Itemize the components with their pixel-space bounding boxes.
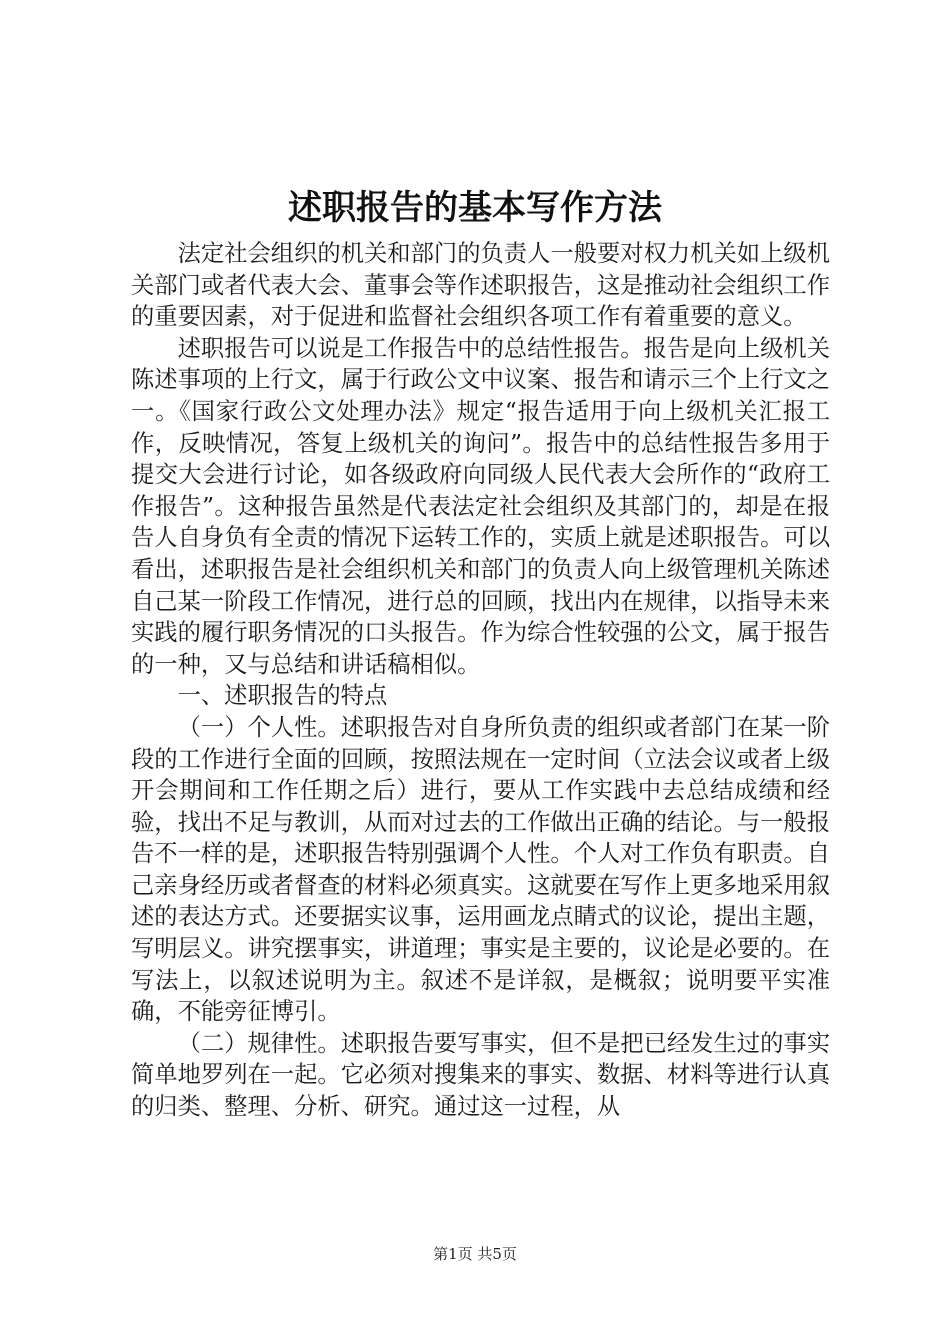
page-number: 第1页 共5页 <box>433 1245 517 1263</box>
section-heading-features: 一、述职报告的特点 <box>177 682 388 710</box>
paragraph-definition: 述职报告可以说是工作报告中的总结性报告。报告是向上级机关陈述事项的上行文，属于行政公文中议案、报告和请示三个上行文之一。《国家行政公文处理办法》规定“报告适用于向上级机关汇报工作，反映情况，答复上级机关的询问”。报告中的总结性报告多用于提交大会进行讨论，如各级政府向同级人民代表大会所作的“政府工作报告”。这种报告虽然是代表法定社会组织及其部门的，却是在报告人自身负有全责的情况下运转工作的，实质上就是述职报告。可以看出，述职报告是社会组织机关和部门的负责人向上级管理机关陈述自己某一阶段工作情况，进行总的回顾，找出内在规律，以指导未来实践的履行职务情况的口头报告。作为综合性较强的公文，属于报告的一种，又与总结和讲话稿相似。 <box>131 334 830 678</box>
paragraph-regularity: （二）规律性。述职报告要写事实，但不是把已经发生过的事实简单地罗列在一起。它必须对搜集来的事实、数据、材料等进行认真的归类、整理、分析、研究。通过这一过程，从 <box>131 1029 830 1121</box>
document-body <box>131 238 830 1123</box>
paragraph-intro: 法定社会组织的机关和部门的负责人一般要对权力机关如上级机关部门或者代表大会、董事会等作述职报告，这是推动社会组织工作的重要因素，对于促进和监督社会组织各项工作有着重要的意义。 <box>131 240 830 331</box>
document-title: 述职报告的基本写作方法 <box>288 188 662 228</box>
paragraph-individuality: （一）个人性。述职报告对自身所负责的组织或者部门在某一阶段的工作进行全面的回顾，按照法规在一定时间（立法会议或者上级开会期间和工作任期之后）进行，要从工作实践中去总结成绩和经验，找出不足与教训，从而对过去的工作做出正确的结论。与一般报告不一样的是，述职报告特别强调个人性。个人对工作负有职责。自己亲身经历或者督查的材料必须真实。这就要在写作上更多地采用叙述的表达方式。还要据实议事，运用画龙点睛式的议论，提出主题，写明层义。讲究摆事实，讲道理；事实是主要的，议论是必要的。在写法上，以叙述说明为主。叙述不是详叙，是概叙；说明要平实准确，不能旁征博引。 <box>131 713 830 1026</box>
